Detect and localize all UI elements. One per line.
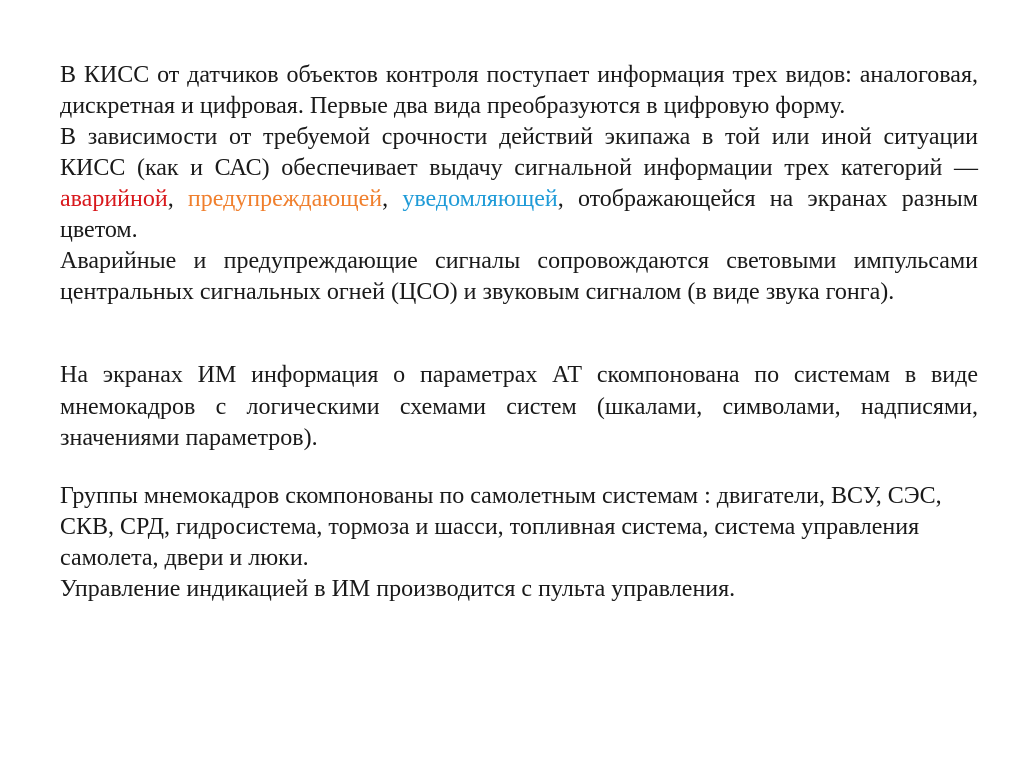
- text-separator-2: ,: [382, 186, 403, 212]
- paragraph-signal-types: В КИСС от датчиков объектов контроля поступает информация трех видов: аналоговая, дискретная и цифровая. Первые два вида преобразуются в цифровую форму.: [60, 62, 978, 119]
- text-separator-1: ,: [167, 186, 188, 212]
- text-block-kiss: [60, 60, 978, 308]
- paragraph-mnemonic-frames: На экранах ИМ информация о параметрах АТ скомпонована по системам в виде мнемокадров с логическими схемами систем (шкалами, символами, надписями, значениями параметров).: [60, 362, 978, 451]
- paragraph-signal-categories: [60, 122, 978, 246]
- paragraph-frame-groups: Группы мнемокадров скомпонованы по самолетным системам : двигатели, ВСУ, СЭС, СКВ, СРД, гидросистема, тормоза и шасси, топливная система, система управления самолета, двери и люки.: [60, 483, 942, 571]
- text-block-frame-groups: [60, 481, 978, 605]
- text-categories-outro: , отображающейся на экранах разным цветом.: [60, 186, 978, 243]
- text-advisory-category: уведомляющей: [402, 186, 558, 212]
- text-caution-category: предупреждающей: [187, 186, 383, 212]
- paragraph-warning-signals: Аварийные и предупреждающие сигналы сопровождаются световыми импульсами центральных сигнальных огней (ЦСО) и звуковым сигналом (в виде звука гонга).: [60, 248, 978, 305]
- paragraph-control-panel: Управление индикацией в ИМ производится с пульта управления.: [60, 576, 736, 602]
- text-block-im-screens: [60, 360, 978, 455]
- text-warning-category: аварийной: [60, 186, 168, 212]
- text-categories-intro: В зависимости от требуемой срочности действий экипажа в той или иной ситуации КИСС (как и САС) обеспечивает выдачу сигнальной информации трех категорий —: [60, 124, 978, 181]
